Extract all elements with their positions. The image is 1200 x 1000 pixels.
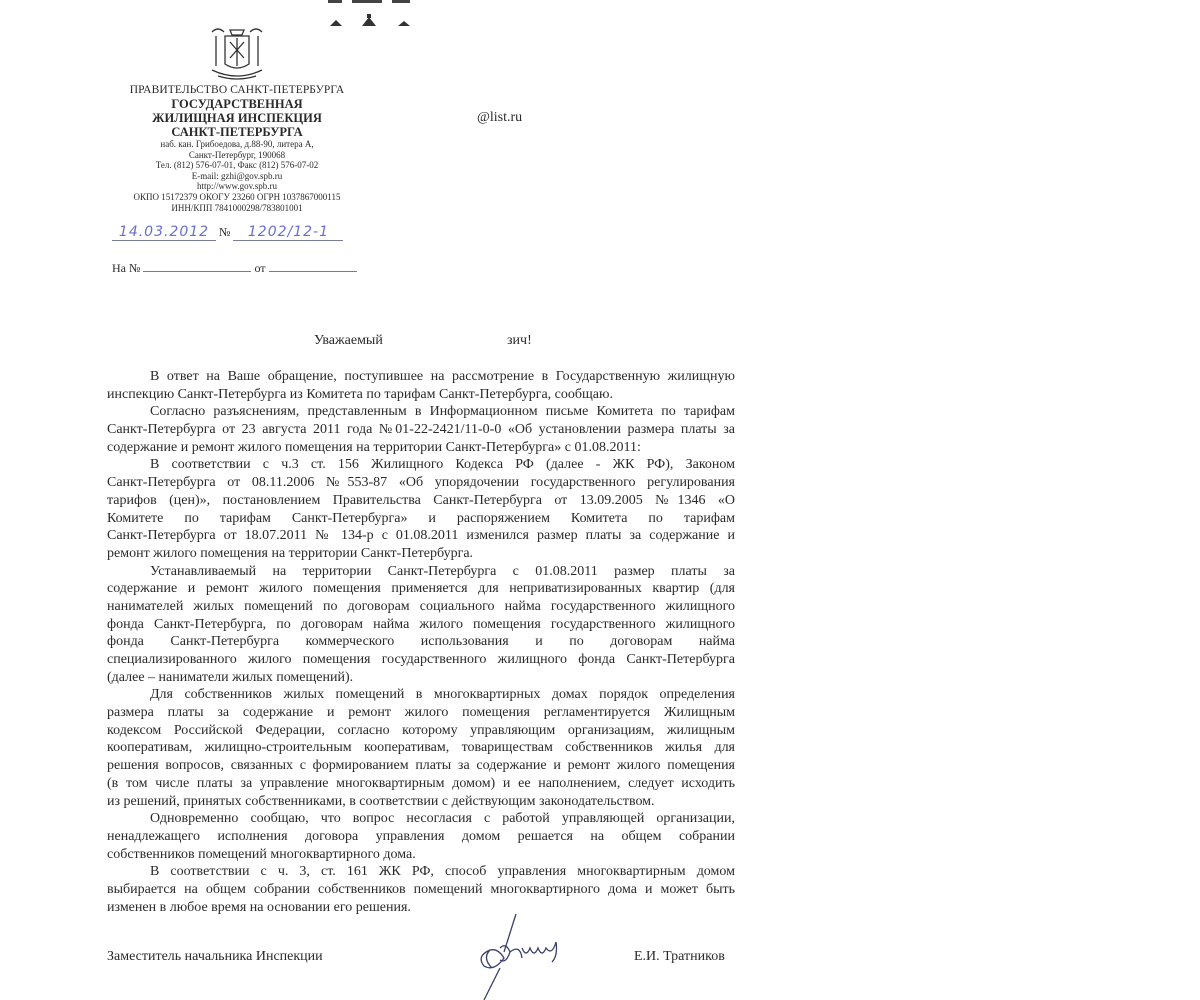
inn-line: ИНН/КПП 7841000298/783801001 (171, 202, 303, 213)
paragraph-line: В соответствии с ч.3 ст. 156 Жилищного Кодекса РФ (далее - ЖК РФ), Законом (150, 457, 735, 473)
number-label: № (219, 225, 231, 239)
org-name-line: ЖИЛИЩНАЯ ИНСПЕКЦИЯ (152, 111, 322, 125)
reference-line (112, 259, 357, 276)
registration-number: 1202/12-1 (233, 224, 343, 241)
paragraph-line: размера платы за содержание и ремонт жилого помещения регламентируется Жилищным (107, 705, 735, 721)
reference-number-label: На № (112, 261, 141, 275)
handwritten-signature (470, 912, 590, 1000)
recipient-email: @list.ru (477, 110, 523, 125)
paragraph-line: содержание и ремонт жилого помещения на территории Санкт-Петербурга» с 01.08.2011: (107, 439, 641, 455)
website-line: http://www.gov.spb.ru (196, 181, 278, 192)
paragraph-line: решения вопросов, связанных с формированием платы за содержание и ремонт жилого помещения (107, 758, 735, 774)
paragraph-line: Одновременно сообщаю, что вопрос несогласия с работой управляющей организации, (150, 811, 735, 827)
phone-line: Тел. (812) 576-07-01, Факс (812) 576-07-02 (155, 160, 319, 171)
greeting: Уважаемый (314, 333, 383, 348)
paragraph-line: выбирается на общем собрании собственников помещений многоквартирного дома и может быть (107, 881, 735, 897)
reference-date-blank (269, 259, 357, 272)
reference-number-blank (143, 259, 251, 272)
paragraph-line: ремонт жилого помещения на территории Санкт-Петербурга. (107, 545, 474, 561)
registration-date: 14.03.2012 (112, 224, 216, 241)
registration-line (112, 224, 372, 244)
org-name-line: САНКТ-ПЕТЕРБУРГА (171, 125, 303, 139)
paragraph-line: изменен в любое время на основании его решения. (107, 899, 411, 915)
letterhead (110, 83, 364, 213)
paragraph-line: Санкт-Петербурга от 08.11.2006 №553-87 «Об упорядочении государственного регулирования (107, 475, 735, 491)
signatory-name: Е.И. Тратников (634, 949, 725, 964)
paragraph-line: тарифов (цен)», постановлением Правительства Санкт-Петербурга от 13.09.2005 №1346 «О (107, 492, 735, 508)
paragraph-line: (далее – наниматели жилых помещений). (107, 669, 354, 685)
partial-stamp-mark (322, 0, 417, 30)
reference-from-label: от (254, 261, 266, 275)
coat-of-arms-logo (208, 26, 266, 84)
paragraph-line: В соответствии с ч. 3, ст. 161 ЖК РФ, способ управления многоквартирным домом (150, 864, 735, 880)
government-name: ПРАВИТЕЛЬСТВО САНКТ-ПЕТЕРБУРГА (129, 84, 345, 96)
codes-line: ОКПО 15172379 ОКОГУ 23260 ОГРН 1037867000115 (133, 191, 341, 202)
signatory-title: Заместитель начальника Инспекции (107, 949, 323, 964)
paragraph-line: содержание и ремонт жилого помещения применяется для неприватизированных квартир (для (107, 581, 735, 597)
paragraph-line: из решений, принятых собственниками, в соответствии с действующим законодательством. (107, 793, 655, 809)
letter-body (107, 368, 735, 916)
paragraph-line: ненадлежащего исполнения договора управления домом решается на общем собрании (107, 828, 735, 844)
paragraph-line: фонда Санкт-Петербурга коммерческого использования и по договорам найма (107, 634, 735, 650)
paragraph-line: Согласно разъяснениям, представленным в Информационном письме Комитета по тарифам (150, 404, 735, 420)
email-line: E-mail: gzhi@gov.spb.ru (191, 170, 283, 181)
paragraph-line: собственников помещений многоквартирного дома. (107, 846, 416, 862)
paragraph-line: Устанавливаемый на территории Санкт-Петербурга с 01.08.2011 размер платы за (150, 563, 735, 579)
paragraph-line: инспекцию Санкт-Петербурга из Комитета по тарифам Санкт-Петербурга, сообщаю. (107, 386, 613, 402)
paragraph-line: Для собственников жилых помещений в многоквартирных домах порядок определения (150, 687, 735, 703)
paragraph-line: кооперативам, жилищно-строительным кооперативам, товариществам собственников жилья для (107, 740, 735, 756)
paragraph-line: (в том числе платы за управление многоквартирным домом) и ее наполнением, следует исходить (107, 775, 735, 791)
paragraph-line: В ответ на Ваше обращение, поступившее на рассмотрение в Государственную жилищную (150, 369, 735, 384)
paragraph-line: Санкт-Петербурга от 23 августа 2011 года №01-22-2421/11-0-0 «Об установлении размера платы за (107, 422, 735, 438)
paragraph-line: Комитете по тарифам Санкт-Петербурга» и распоряжением Комитета по тарифам (107, 510, 735, 526)
address-line: Санкт-Петербург, 190068 (188, 149, 286, 160)
address-line: наб. кан. Грибоедова, д.88-90, литера А, (160, 139, 314, 149)
greeting-end: зич! (507, 333, 532, 348)
paragraph-line: фонда Санкт-Петербурга, по договорам найма жилого помещения государственного жилищного (107, 616, 735, 632)
paragraph-line: специализированного жилого помещения государственного жилищного фонда Санкт-Петербурга (107, 652, 735, 667)
paragraph-line: нанимателей жилых помещений по договорам социального найма государственного жилищного (107, 598, 735, 614)
paragraph-line: Санкт-Петербурга от 18.07.2011 № 134-р с 01.08.2011 изменился размер платы за содержание и (107, 528, 735, 544)
paragraph-line: кодексом Российской Федерации, согласно которому управляющим организациям, жилищным (107, 722, 735, 738)
org-name-line: ГОСУДАРСТВЕННАЯ (171, 97, 303, 111)
